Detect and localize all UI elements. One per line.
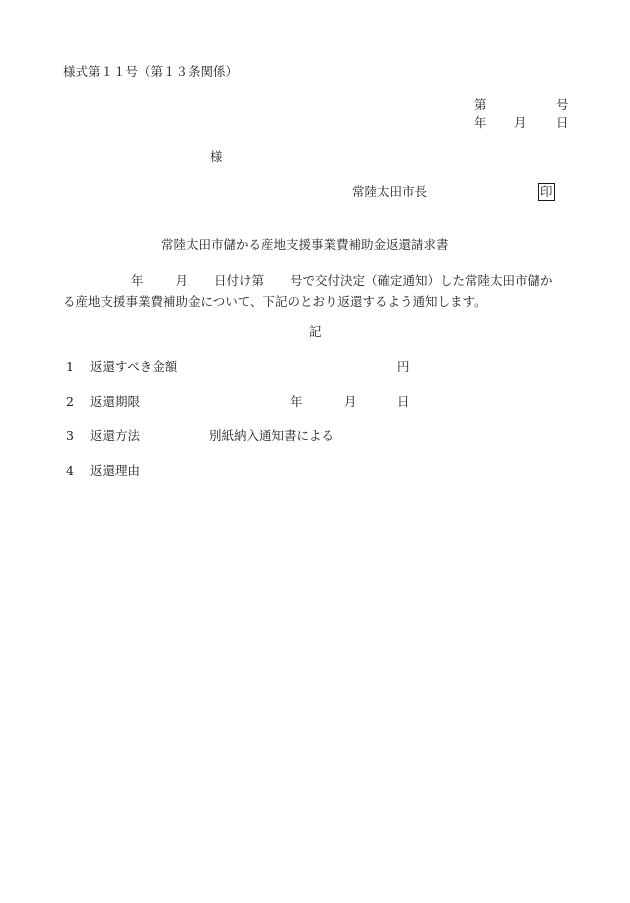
doc-number-prefix: 第 — [474, 97, 487, 112]
item-2-month: 月 — [344, 394, 357, 409]
doc-date-day: 日 — [556, 115, 569, 130]
doc-date-month: 月 — [514, 115, 527, 130]
item-3-label: 返還方法 — [90, 428, 141, 443]
item-1-label: 返還すべき金額 — [90, 359, 178, 374]
seal-text: 印 — [540, 184, 553, 199]
issuer-name: 常陸太田市長 — [352, 184, 428, 199]
body-date-part: 日付け第 — [214, 273, 265, 288]
body-line-1 — [63, 270, 575, 291]
item-4-label: 返還理由 — [90, 463, 141, 478]
form-number: 様式第１１号（第１３条関係） — [63, 64, 239, 79]
item-2-label: 返還期限 — [90, 394, 141, 409]
ki-heading: 記 — [309, 324, 322, 339]
item-2-year: 年 — [290, 394, 303, 409]
body-rest-line-1: 号で交付決定（確定通知）した常陸太田市儲か — [290, 273, 553, 288]
item-3-number: 3 — [66, 428, 74, 443]
body-line-2: る産地支援事業費補助金について、下記のとおり返還するよう通知します。 — [63, 294, 487, 309]
body-year: 年 — [131, 273, 144, 288]
document-title: 常陸太田市儲かる産地支援事業費補助金返還請求書 — [161, 237, 449, 252]
item-3-value: 別紙納入通知書による — [209, 428, 335, 443]
item-1-value: 円 — [397, 359, 410, 374]
item-4-number: 4 — [66, 463, 74, 478]
doc-number-suffix: 号 — [556, 97, 569, 112]
body-month: 月 — [175, 273, 189, 288]
recipient-suffix: 様 — [210, 149, 223, 164]
doc-date-year: 年 — [474, 115, 487, 130]
item-2-number: 2 — [66, 394, 74, 409]
item-2-day: 日 — [397, 394, 410, 409]
body-paragraph — [63, 270, 575, 312]
seal-mark — [538, 183, 555, 201]
item-1-number: 1 — [66, 359, 74, 374]
